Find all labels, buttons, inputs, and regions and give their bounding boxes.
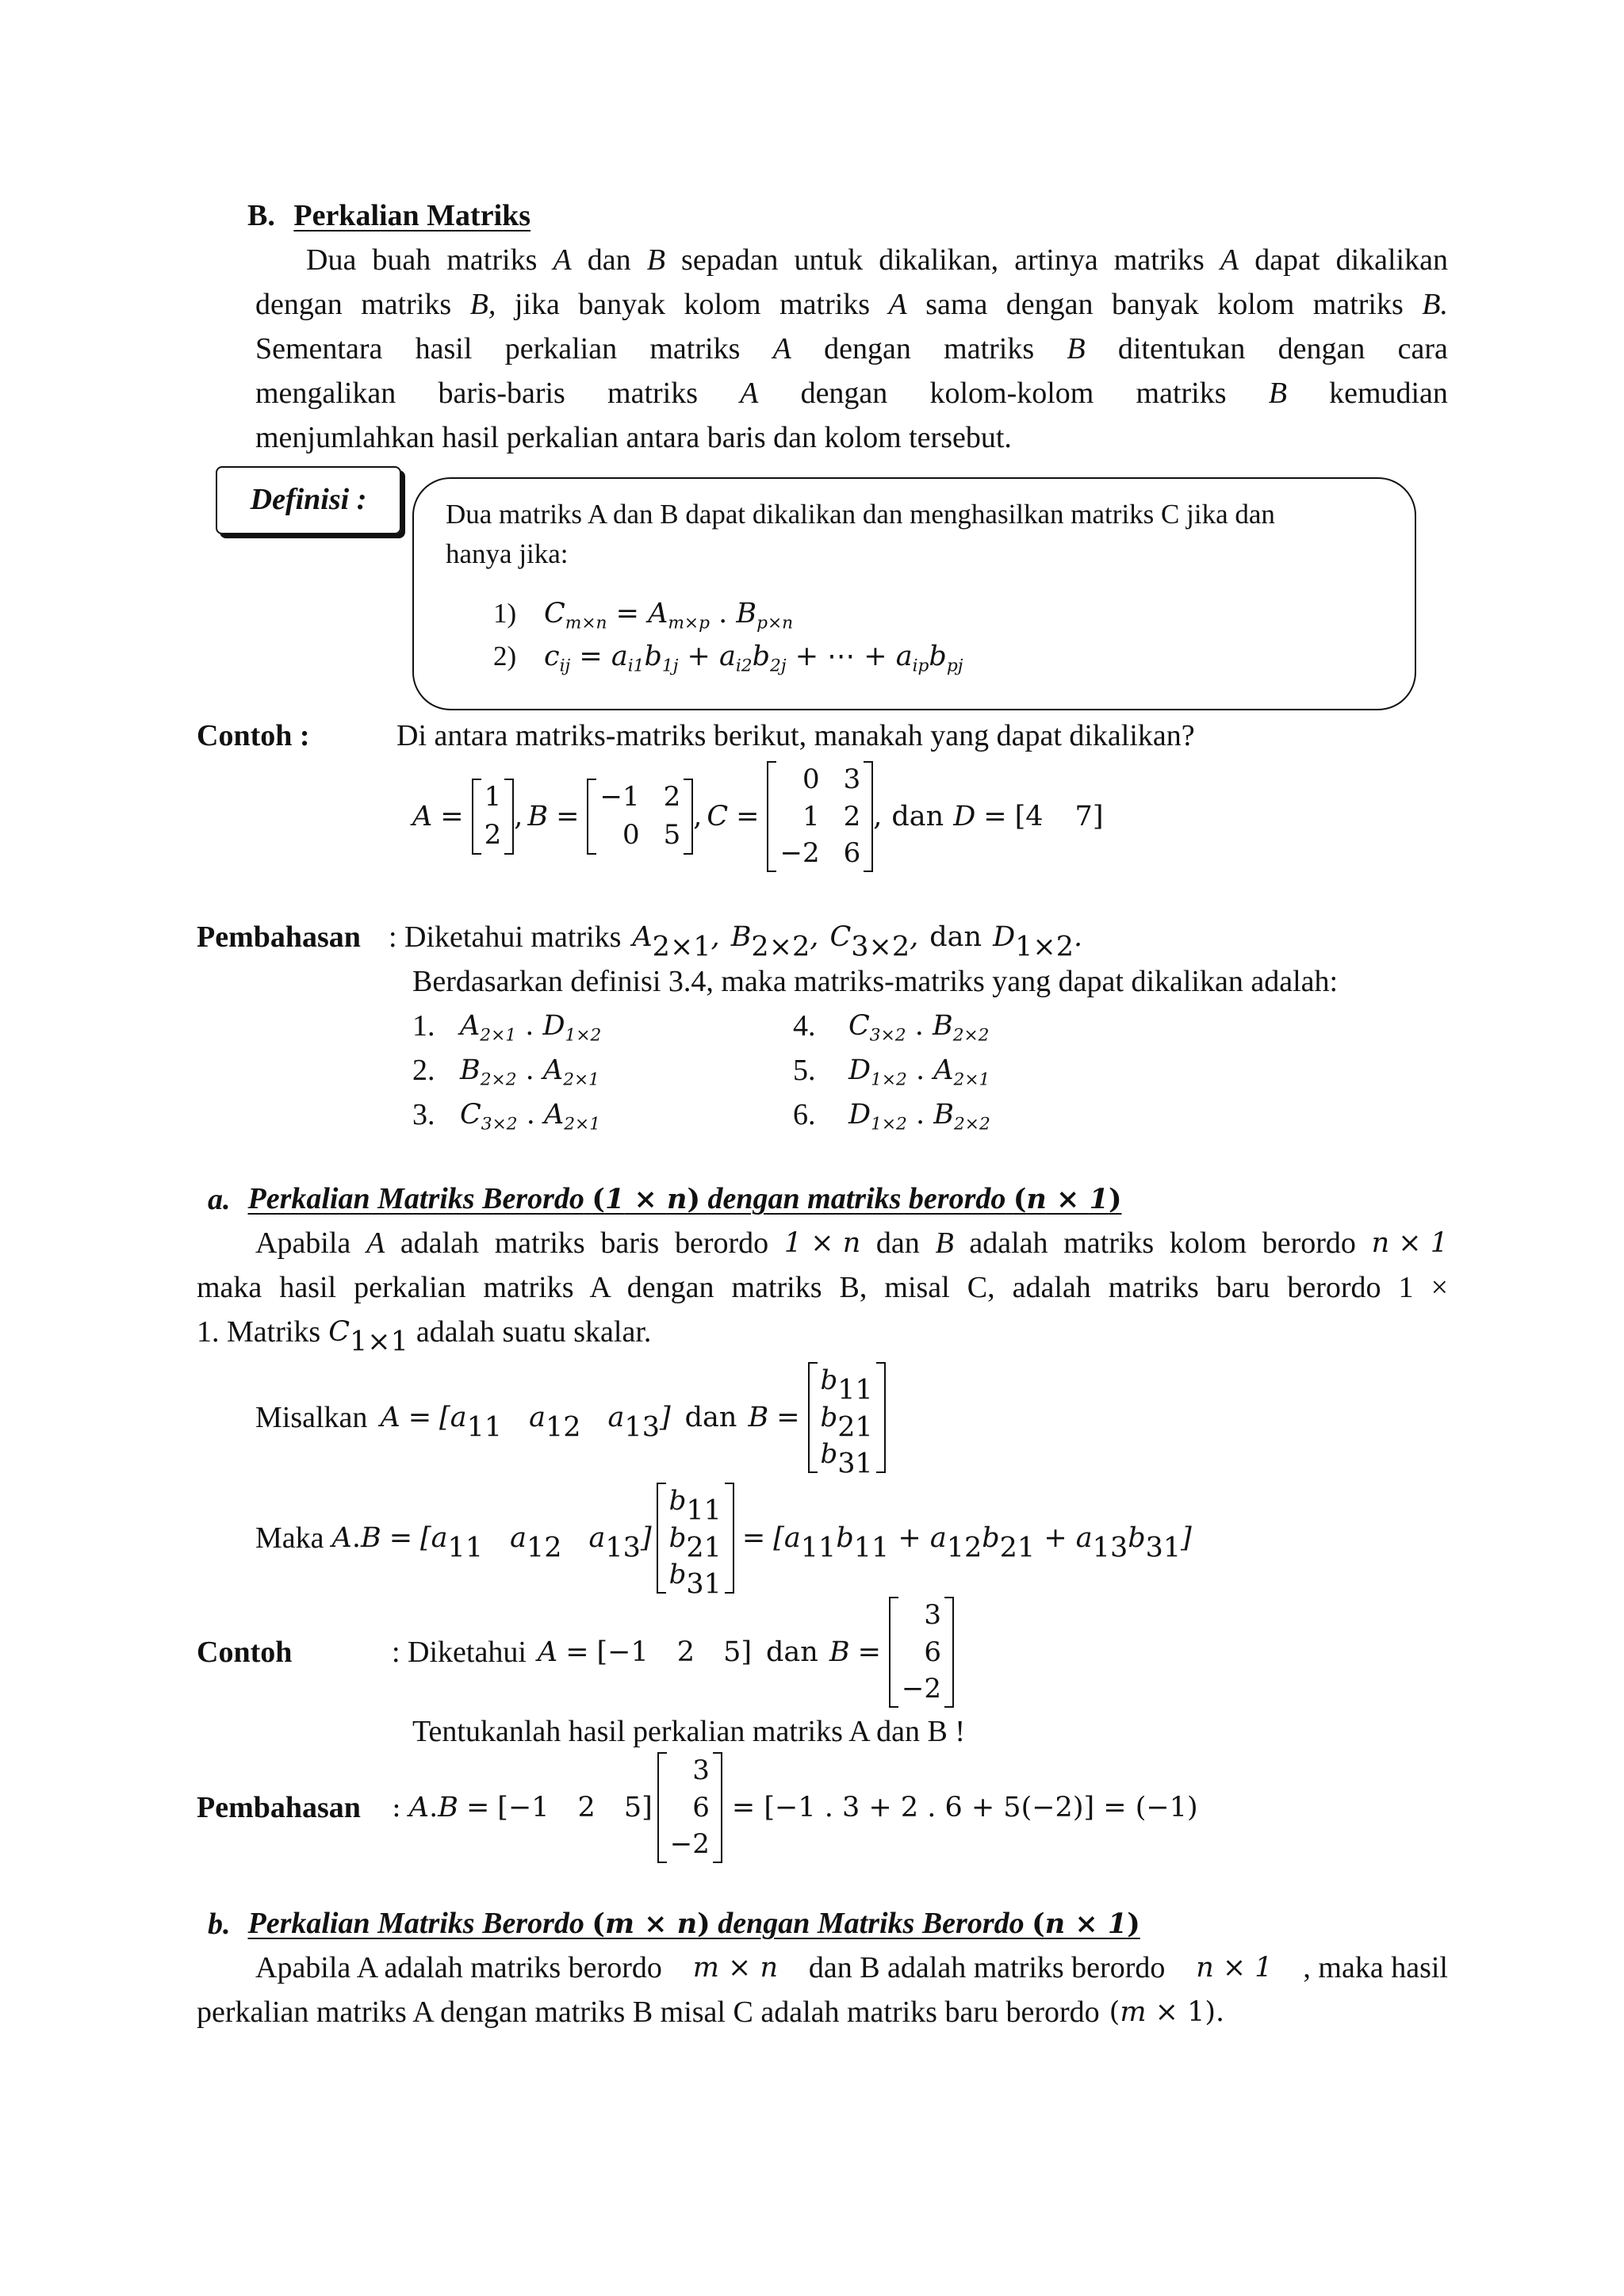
- subsection-b-line1: Apabila A adalah matriks berordo m × n dan B adalah matriks berordo n × 1 , maka hasil: [255, 1951, 1448, 1984]
- example1-matrices: A = 1 2 , B = −1 2 0 5 , C = 0 3 1 2 −2 6 , dan D = [4 7]: [412, 761, 1103, 872]
- example2-label: Contoh: [197, 1636, 293, 1669]
- definition-label-box: [216, 466, 401, 534]
- intro-line-5: menjumlahkan hasil perkalian antara baris dan kolom tersebut.: [255, 421, 1012, 454]
- section-title: Perkalian Matriks: [293, 199, 531, 232]
- example1-question: Di antara matriks-matriks berikut, manakah yang dapat dikalikan?: [396, 719, 1195, 752]
- solution2-equation: : A . B = [−1 2 5] 3 6 −2 = [−1 . 3 + 2 . 6 + 5(−2)] = (−1): [392, 1752, 1198, 1863]
- example2-matrix-b: 3 6 −2: [889, 1597, 954, 1708]
- solution1-line2: Berdasarkan definisi 3.4, maka matriks-matriks yang dapat dikalikan adalah:: [412, 965, 1339, 998]
- section-letter: B.: [247, 199, 275, 232]
- definition-label: Definisi :: [250, 483, 367, 516]
- solution2-matrix-b: 3 6 −2: [657, 1752, 722, 1863]
- example2-instruction: Tentukanlah hasil perkalian matriks A dan B !: [412, 1715, 966, 1748]
- list-item: 6. $D_{1\times 2}$ . $B_{2\times 2}$: [793, 1098, 990, 1135]
- matrix-c: 0 3 1 2 −2 6: [767, 761, 873, 872]
- list-item: 4. $C_{3\times 2}$ . $B_{2\times 2}$: [793, 1009, 990, 1046]
- solution1-line1: : Diketahui matriks $A_{2\times 1}$, $B_{2\times 2}$, $C_{3\times 2}$, dan $D_{1\times 2}$.: [389, 920, 1083, 963]
- list-item: 2. $B_{2\times 2}$ . $A_{2\times 1}$: [412, 1054, 599, 1090]
- matrix-b-col-2: $b_{11}$ $b_{21}$ $b_{31}$: [657, 1483, 734, 1594]
- definition-item-1: 1) $C_{m\times n} = A_{m\times p}$ . $B_{p\times n}$: [493, 598, 794, 633]
- solution1-list: [412, 1004, 1126, 1137]
- example1-label: Contoh :: [197, 719, 310, 752]
- list-item: 1. $A_{2\times 1}$ . $D_{1\times 2}$: [412, 1009, 602, 1046]
- section-heading: [247, 193, 530, 238]
- subsection-a-line3: 1. Matriks $C_{1\times 1}$ adalah suatu skalar.: [197, 1315, 652, 1358]
- matrix-b: −1 2 0 5: [587, 779, 693, 855]
- list-item: 5. $D_{1\times 2}$ . $A_{2\times 1}$: [793, 1054, 990, 1090]
- definition-item-2: 2) $c_{ij} = a_{i1}b_{1j} + a_{i2}b_{2j}$ + ⋯ + $a_{ip}b_{pj}$: [493, 641, 963, 676]
- example2-given: : Diketahui A = [−1 2 5] dan B = 3 6 −2: [392, 1597, 954, 1708]
- list-item: 3. $C_{3\times 2}$ . $A_{2\times 1}$: [412, 1098, 601, 1135]
- intro-line-1: Dua buah matriks A dan B sepadan untuk dikalikan, artinya matriks A dapat dikalikan: [306, 243, 1448, 277]
- subsection-a-heading: a. Perkalian Matriks Berordo (1 × n) dengan matriks berordo (n × 1): [208, 1182, 1122, 1216]
- definition-text-2: hanya jika:: [446, 538, 569, 569]
- subsection-b-line2: perkalian matriks A dengan matriks B misal C adalah matriks baru berordo (m × 1).: [197, 1996, 1225, 2029]
- misalkan-equation: Misalkan A = [$a_{11}$ $a_{12}$ $a_{13}$] dan B = $b_{11}$ $b_{21}$ $b_{31}$: [255, 1360, 886, 1475]
- maka-equation: Maka A . B = [$a_{11}$ $a_{12}$ $a_{13}$] $b_{11}$ $b_{21}$ $b_{31}$ = $[a_{11}b_{11} + a_{12}b_{21} + a_{13}b_{31}]$: [255, 1481, 1192, 1595]
- intro-line-4: mengalikan baris-baris matriks A dengan kolom-kolom matriks B kemudian: [255, 377, 1448, 410]
- matrix-a: 1 2: [472, 779, 515, 855]
- subsection-a-line2: maka hasil perkalian matriks A dengan matriks B, misal C, adalah matriks baru berordo 1 ×: [197, 1271, 1448, 1304]
- formula-2: $c_{ij} = a_{i1}b_{1j} + a_{i2}b_{2j}$ + ⋯ + $a_{ip}b_{pj}$: [544, 641, 963, 676]
- matrix-d: [4 7]: [1014, 801, 1104, 832]
- definition-text-1: Dua matriks A dan B dapat dikalikan dan menghasilkan matriks C jika dan: [446, 499, 1275, 530]
- solution1-label: Pembahasan: [197, 920, 361, 954]
- matrix-b-col: $b_{11}$ $b_{21}$ $b_{31}$: [808, 1362, 886, 1473]
- subsection-b-heading: b. Perkalian Matriks Berordo (m × n) dengan Matriks Berordo (n × 1): [208, 1907, 1140, 1941]
- intro-line-3: Sementara hasil perkalian matriks A dengan matriks B ditentukan dengan cara: [255, 332, 1448, 365]
- intro-line-2: dengan matriks B, jika banyak kolom matriks A sama dengan banyak kolom matriks B.: [255, 288, 1448, 321]
- solution2-label: Pembahasan: [197, 1791, 361, 1824]
- subsection-a-line1: Apabila A adalah matriks baris berordo 1 × n dan B adalah matriks kolom berordo n × 1: [255, 1226, 1448, 1260]
- formula-1: $C_{m\times n} = A_{m\times p}$ . $B_{p\times n}$: [544, 598, 794, 633]
